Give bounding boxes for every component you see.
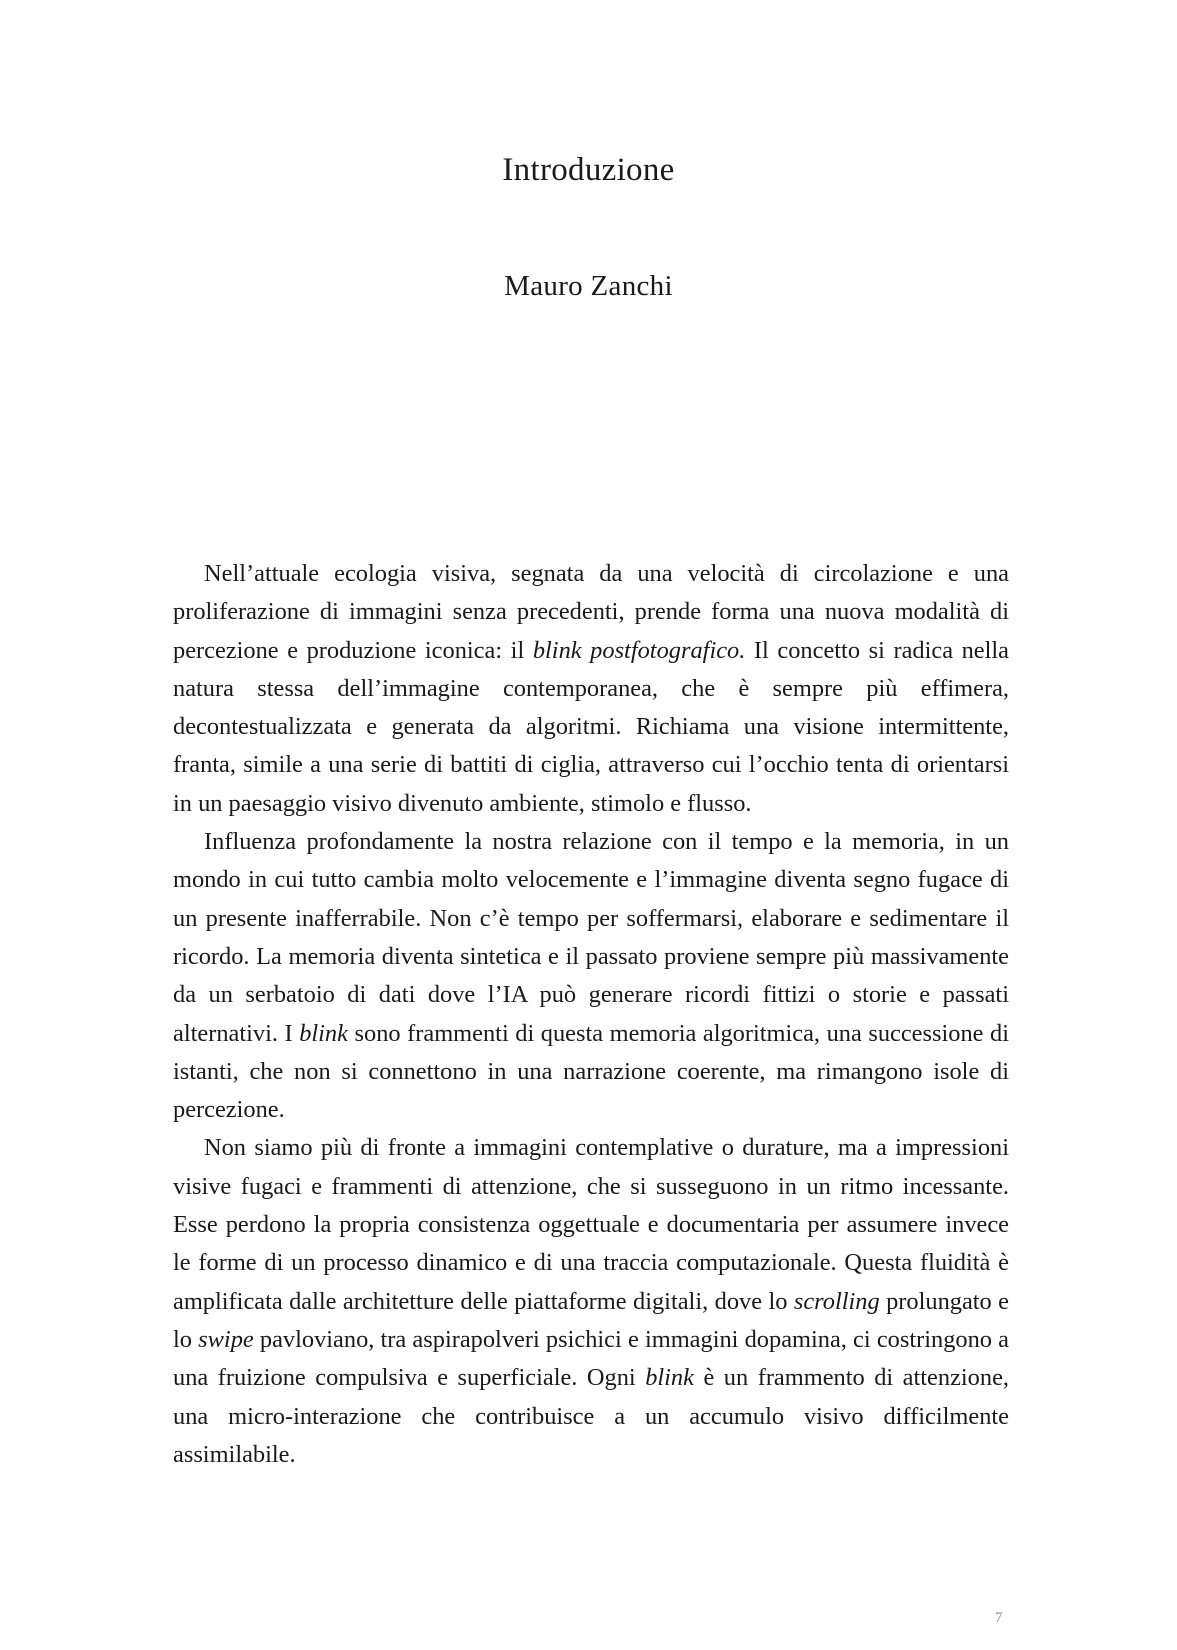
chapter-title: Introduzione — [502, 152, 675, 188]
chapter-author: Mauro Zanchi — [504, 270, 673, 302]
paragraph-3-text-b: prolungato e lo — [173, 1287, 1009, 1353]
paragraph-3-emphasis-2: swipe — [198, 1325, 254, 1353]
paragraph-2 — [173, 823, 1009, 1129]
paragraph-2-emphasis: blink — [299, 1019, 348, 1047]
page-number: 7 — [995, 1610, 1003, 1626]
paragraph-3-emphasis-1: scrolling — [793, 1287, 880, 1315]
body-text — [173, 555, 1009, 1474]
paragraph-1-emphasis: blink postfotografico. — [532, 636, 746, 664]
paragraph-3 — [173, 1129, 1009, 1474]
paragraph-3-text-d: è un frammento di attenzione, una micro-interazione che contribuisce a un accumulo visivo difficilmente assimilabile. — [173, 1364, 1009, 1468]
paragraph-2-text-a: Influenza profondamente la nostra relazione con il tempo e la memoria, in un mondo in cui tutto cambia molto velocemente e l’immagine diventa segno fugace di un presente inafferrabile. Non c’è tempo per soffermarsi, elaborare e sedimentare il ricordo. La memoria diventa sintetica e il passato proviene sempre più massivamente da un serbatoio di dati dove l’IA può generare ricordi fittizi o storie e passati alternativi. I — [173, 828, 1009, 1047]
paragraph-1 — [173, 555, 1009, 823]
paragraph-1-text-b: Il concetto si radica nella natura stessa dell’immagine contemporanea, che è sempre più effimera, decontestualizzata e generata da algoritmi. Richiama una visione intermittente, franta, simile a una serie di battiti di ciglia, attraverso cui l’occhio tenta di orientarsi in un paesaggio visivo divenuto ambiente, stimolo e flusso. — [173, 636, 1010, 817]
paragraph-3-text-c: pavloviano, tra aspirapolveri psichici e immagini dopamina, ci costringono a una fruizione compulsiva e superficiale. Ogni — [173, 1325, 1009, 1392]
paragraph-3-emphasis-3: blink — [645, 1364, 694, 1392]
paragraph-3-text-a: Non siamo più di fronte a immagini contemplative o durature, ma a impressioni visive fugaci e frammenti di attenzione, che si susseguono in un ritmo incessante. Esse perdono la propria consistenza oggettuale e documentaria per assumere invece le forme di un processo dinamico e di una traccia computazionale. Questa fluidità è amplificata dalle architetture delle piattaforme digitali, dove lo — [173, 1134, 1009, 1315]
paragraph-1-text-a: Nell’attuale ecologia visiva, segnata da una velocità di circolazione e una proliferazione di immagini senza precedenti, prende forma una nuova modalità di percezione e produzione iconica: il — [173, 560, 1009, 664]
paragraph-2-text-b: sono frammenti di questa memoria algoritmica, una successione di istanti, che non si connettono in una narrazione coerente, ma rimangono isole di percezione. — [173, 1019, 1009, 1124]
